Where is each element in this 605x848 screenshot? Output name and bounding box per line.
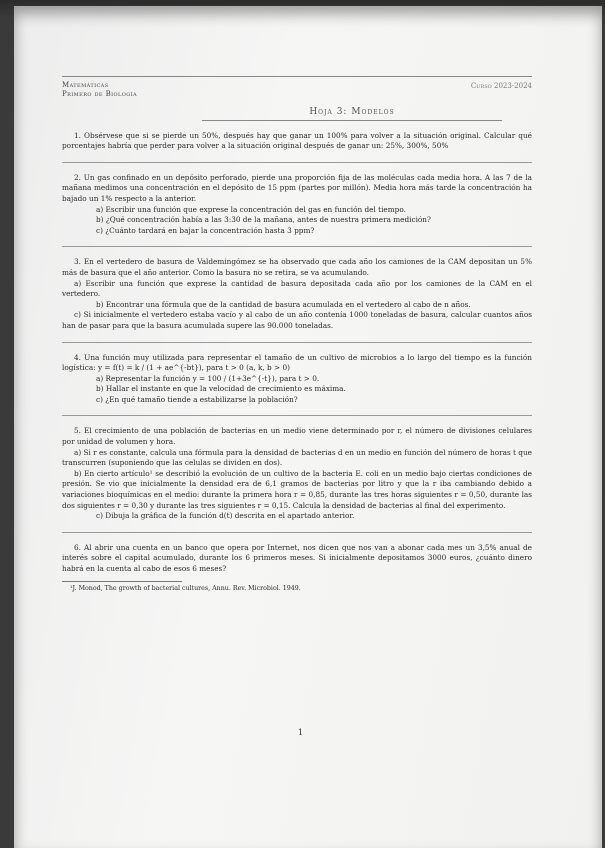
problem-item: c) ¿Cuánto tardará en bajar la concentración hasta 3 ppm? [96,225,315,235]
degree-label: Primero de Biología [62,90,138,98]
problem-item: c) ¿En qué tamaño tiende a estabilizarse la población? [96,394,298,404]
problem-5 [62,426,532,521]
problem-text: 2. Un gas confinado en un depósito perforado, pierde una proporción fija de las moléculas cada media hora. A las 7 de la mañana medimos una concentración en el depósito de 15 ppm (partes por millón). Media hora más tarde la concentración ha bajado un 1% respecto a la anterior. [62,172,532,203]
problem-item: a) Si r es constante, calcula una fórmula para la densidad de bacterias d en un medio en función del número de horas t que transcurren (suponiendo que las celulas se dividen en dos). [62,447,532,468]
problem-item: c) Dibuja la gráfica de la función d(t) descrita en el apartado anterior. [96,511,355,521]
subject-label: Matemáticas [62,81,109,89]
problem-item: b) ¿Qué concentración había a las 3:30 de la mañana, antes de nuestra primera medición? [96,215,431,225]
page-title: Hoja 3: Modelos [202,107,502,121]
problem-item: b) Encontrar una fórmula que de la cantidad de basura acumulada en el vertedero al cabo de n años. [96,299,471,309]
problem-text: 5. El crecimiento de una población de bacterias en un medio viene determinado por r, el número de divisiones celulares por unidad de volumen y hora. [62,426,532,447]
document-content [62,76,532,593]
problem-2 [62,173,532,237]
footnote: ¹J. Monod, The growth of bacterial cultures, Annu. Rev. Microbiol. 1949. [70,584,301,592]
page-number: 1 [298,728,304,737]
problem-text: 3. En el vertedero de basura de Valdemingómez se ha observado que cada año los camiones de la CAM depositan un 5% más de basura que el año anterior. Como la basura no se retira, se va acumulando. [62,257,532,277]
problem-text: 6. Al abrir una cuenta en un banco que opera por Internet, nos dicen que nos van a abonar cada mes un 3,5% anual de interés sobre el capital acumulado, durante los 6 primeros meses. Si inicialmente depositamos 3000 euros, ¿cuánto dinero habrá en la cuenta al cabo de esos 6 meses? [62,542,532,573]
problem-item: a) Escribir una función que exprese la concentración del gas en función del tiempo. [96,204,406,214]
problem-item: a) Escribir una función que exprese la cantidad de basura depositada cada año por los camiones de la CAM en el vertedero. [62,278,532,299]
separator [62,415,532,416]
problem-3 [62,257,532,331]
paper-sheet [14,6,602,848]
footnote-rule [62,581,182,582]
problem-text: 1. Obsérvese que si se pierde un 50%, después hay que ganar un 100% para volver a la situación original. Calcular qué porcentajes habría que perder para volver a la situación original después de ganar un: 25%, 300%, 50% [62,130,532,151]
header [62,81,532,99]
problem-item: b) En cierto artículo¹ se describió la evolución de un cultivo de la bacteria E. coli en un medio bajo ciertas condiciones de presión. Se vio que inicialmente la densidad era de 6,1 gramos de bacterias por litro y que la r iba cambiando debido a variaciones bioquímicas en el medio: durante la primera hora r = 0,85, durante las tres horas siguientes r = 0,50, durante las dos siguientes r = 0,30 y durante las tres siguientes r = 0,15. Calcula la densidad de bacterias al final del experimento. [62,468,532,510]
problem-item: c) Si inicialmente el vertedero estaba vacío y al cabo de un año contenía 1000 toneladas de basura, calcular cuantos años han de pasar para que la basura acumulada supere las 90.000 toneladas. [62,310,532,330]
problem-4 [62,353,532,406]
problem-item: a) Representar la función y = 100 / (1+3e^{-t}), para t > 0. [96,373,320,383]
header-rule [62,76,532,77]
header-left [62,81,137,99]
separator [62,342,532,343]
problem-item: b) Hallar el instante en que la velocidad de crecimiento es máxima. [96,384,346,394]
course-label: Curso 2023-2024 [470,82,532,90]
separator [62,532,532,533]
problem-1 [62,131,532,152]
problem-text: 4. Una función muy utilizada para representar el tamaño de un cultivo de microbios a lo largo del tiempo es la función logística: y = f(t) = k / (1 + ae^{-bt}), para t > 0 (a, k, b > 0) [62,352,532,373]
problem-6 [62,543,532,575]
separator [62,162,532,163]
separator [62,246,532,247]
